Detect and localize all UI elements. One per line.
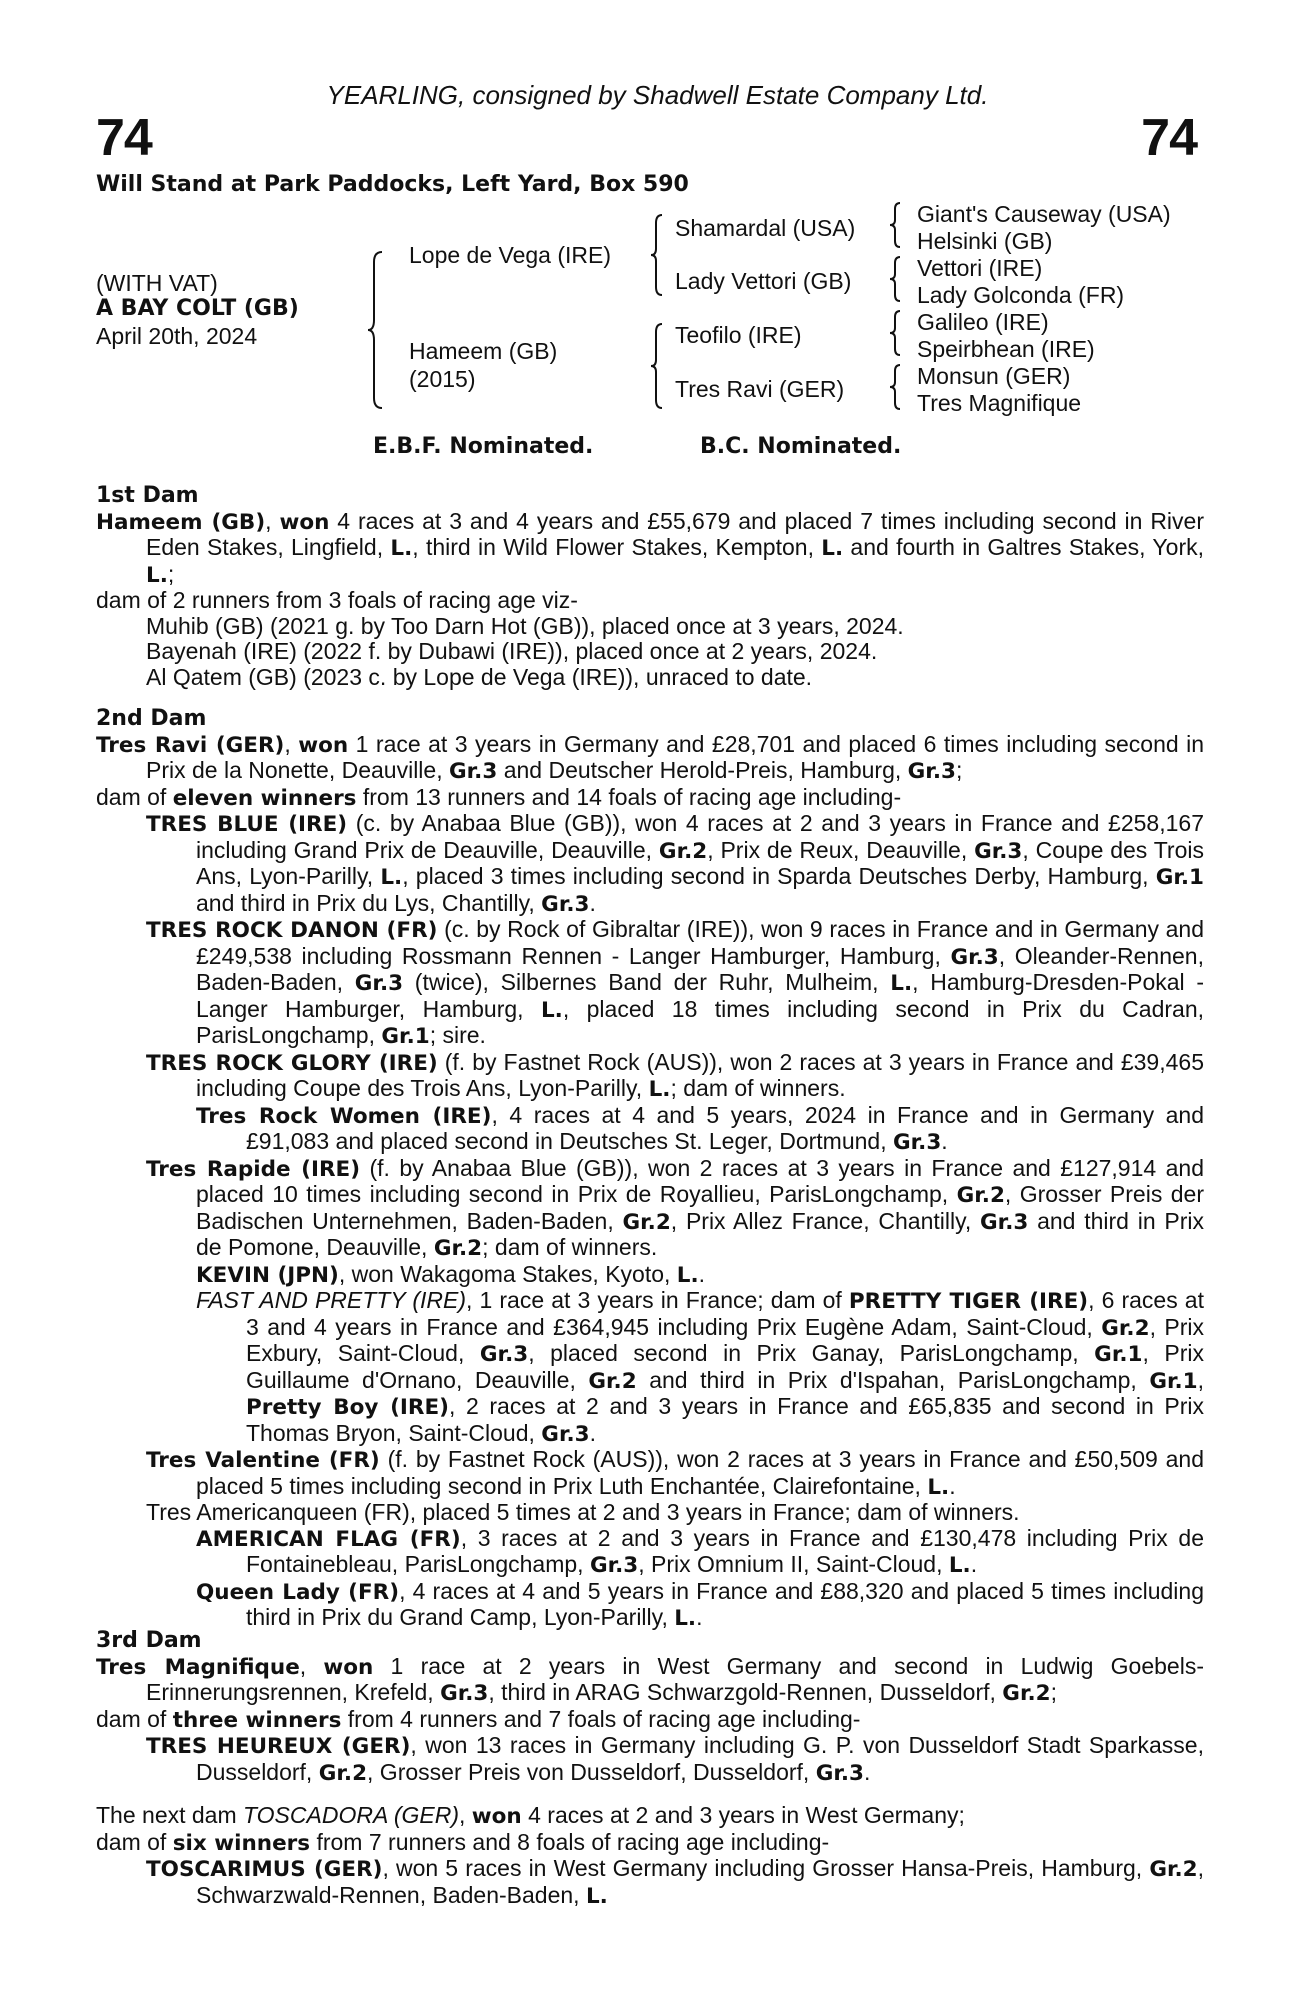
- produce-tres-rock-women: [96, 1103, 1204, 1156]
- ebf-nominated: E.B.F. Nominated.: [373, 434, 594, 459]
- horse-name: Tres Rapide (IRE): [146, 1156, 361, 1182]
- first-dam-name: Hameem (GB): [96, 509, 266, 535]
- produce-tres-blue: [96, 811, 1204, 917]
- won-label: won: [298, 732, 349, 758]
- text: .: [941, 1128, 948, 1154]
- first-dam-text: ;: [167, 560, 175, 587]
- text: , 3 races at 2 and 3 years in France and £130,478 including Prix de Fontainebleau, ParisLongchamp,: [246, 1524, 1204, 1577]
- gg-5: Galileo (IRE): [917, 309, 1049, 335]
- group-mark: Gr.3: [449, 759, 498, 784]
- produce-tres-rock-glory: [96, 1050, 1204, 1103]
- listed-mark: L.: [821, 536, 844, 561]
- text: , 4 races at 4 and 5 years, 2024 in France and in Germany and £91,083 and placed second in Deutsches St. Leger, Dortmund,: [246, 1101, 1205, 1154]
- horse-name: TRES HEUREUX (GER): [146, 1734, 411, 1759]
- third-dam-section: [96, 1628, 1204, 1786]
- listed-mark: L.: [927, 1474, 950, 1500]
- sire-name: Lope de Vega (IRE): [409, 242, 612, 268]
- first-dam-text: , third in Wild Flower Stakes, Kempton,: [412, 534, 822, 560]
- pedigree-bracket-g1: [890, 201, 906, 249]
- text: , 6 races at 3 and 4 years in France and £364,945 including Prix Eugène Adam, Saint-Cloud,: [246, 1287, 1204, 1340]
- stand-location: Will Stand at Park Paddocks, Left Yard, Box 590: [96, 172, 689, 197]
- text: , Grosser Preis von Dusseldorf, Dusseldorf,: [367, 1758, 816, 1785]
- third-dam-name: Tres Magnifique: [96, 1654, 300, 1680]
- second-dam-section: [96, 706, 1204, 1632]
- horse-name: AMERICAN FLAG (FR): [196, 1526, 461, 1552]
- text: , Coupe des Trois Ans, Lyon-Parilly,: [196, 836, 1204, 889]
- lot-number-right: 74: [1141, 109, 1197, 167]
- text: and third in Prix de Pomone, Deauville,: [196, 1207, 1204, 1260]
- text: (twice), Silbernes Band der Ruhr, Mulheim,: [403, 969, 891, 995]
- group-mark: Gr.2: [588, 1368, 637, 1394]
- text: .: [696, 1604, 703, 1630]
- group-mark: Gr.1: [1149, 1368, 1198, 1394]
- foaling-date: April 20th, 2024: [96, 323, 258, 349]
- group-mark: Gr.3: [589, 1553, 639, 1578]
- text: .: [949, 1472, 956, 1499]
- group-mark: Gr.2: [622, 1209, 671, 1235]
- text: , Prix Exbury, Saint-Cloud,: [246, 1313, 1205, 1366]
- text: , 2 races at 2 and 3 years in France and £65,835 and second in Prix Thomas Bryon, Saint-Cloud,: [246, 1393, 1204, 1446]
- text: , Schwarzwald-Rennen, Baden-Baden,: [196, 1855, 1205, 1908]
- dam-sire: Teofilo (IRE): [675, 322, 802, 348]
- text: dam of: [96, 783, 173, 810]
- group-mark: Gr.3: [541, 1421, 590, 1447]
- third-dam-heading: 3rd Dam: [96, 1628, 202, 1653]
- pedigree-bracket-g2: [890, 255, 906, 303]
- gg-1: Giant's Causeway (USA): [917, 201, 1171, 227]
- gg-4: Lady Golconda (FR): [917, 282, 1125, 308]
- group-mark: Gr.3: [815, 1760, 865, 1786]
- produce-toscarimus: [96, 1856, 1204, 1909]
- lot-number-left: 74: [96, 109, 152, 167]
- produce-tres-valentine: [96, 1447, 1204, 1500]
- group-mark: Gr.2: [1002, 1681, 1051, 1706]
- text: 1 race at 3 years in Germany and £28,701 and placed 6 times including second in Prix de la Nonette, Deauville,: [146, 730, 1205, 783]
- text: .: [970, 1551, 978, 1577]
- third-dam-summary: [96, 1707, 1204, 1734]
- text: 4 races at 2 and 3 years in West Germany;: [521, 1802, 965, 1828]
- produce-item: Bayenah (IRE) (2022 f. by Dubawi (IRE)), placed once at 2 years, 2024.: [146, 638, 878, 664]
- listed-mark: L.: [648, 1077, 671, 1102]
- produce-tres-heureux: [96, 1733, 1204, 1786]
- text: , third in ARAG Schwarzgold-Rennen, Dusseldorf,: [488, 1679, 1003, 1705]
- text: (f. by Fastnet Rock (AUS)), won 2 races at 3 years in France and £50,509 and placed 5 times including second in Prix Luth Enchantée, Clairefontaine,: [196, 1446, 1204, 1499]
- text: from 7 runners and 8 foals of racing age including-: [310, 1828, 830, 1855]
- group-mark: Gr.3: [980, 1209, 1029, 1235]
- next-dam-name: TOSCADORA (GER): [243, 1802, 459, 1828]
- text: , won 5 races in West Germany including Grosser Hansa-Preis, Hamburg,: [382, 1855, 1150, 1881]
- text: (f. by Fastnet Rock (AUS)), won 2 races at 3 years in France and £39,465 including Coupe des Trois Ans, Lyon-Parilly,: [196, 1048, 1204, 1101]
- text: .: [864, 1758, 871, 1785]
- text: .: [698, 1260, 706, 1287]
- horse-name: TRES ROCK DANON (FR): [146, 918, 438, 943]
- pedigree-bracket-g4: [890, 363, 906, 411]
- text: (c. by Rock of Gibraltar (IRE)), won 9 races in France and in Germany and £249,538 including Rossmann Rennen - Langer Hamburger, Hamburg,: [196, 916, 1204, 969]
- second-dam-heading: 2nd Dam: [96, 706, 207, 731]
- group-mark: Gr.3: [541, 891, 590, 917]
- group-mark: Gr.3: [479, 1342, 529, 1367]
- group-mark: Gr.3: [440, 1681, 489, 1706]
- text: , placed 3 times including second in Sparda Deutsches Derby, Hamburg,: [402, 863, 1156, 889]
- horse-name: TOSCARIMUS (GER): [146, 1857, 383, 1882]
- gg-8: Tres Magnifique: [917, 390, 1082, 416]
- text: .: [589, 889, 596, 916]
- group-mark: Gr.3: [354, 971, 404, 996]
- second-dam-record: Tres Ravi (GER), won 1 race at 3 years in Germany and £28,701 and placed 6 times including second in Prix de la Nonette, Deauville, Gr.3 and Deutscher Herold-Preis, Hamburg, Gr.3;: [96, 730, 1205, 784]
- horse-name: Tres Valentine (FR): [146, 1448, 380, 1473]
- text: , 1 race at 3 years in France; dam of: [466, 1287, 849, 1313]
- second-dam-name: Tres Ravi (GER): [96, 732, 285, 758]
- horse-name: KEVIN (JPN): [196, 1262, 339, 1288]
- text: , Prix Allez France, Chantilly,: [670, 1207, 981, 1234]
- listed-mark: L.: [676, 1262, 699, 1288]
- produce-item: Muhib (GB) (2021 g. by Too Darn Hot (GB)), placed once at 3 years, 2024.: [146, 612, 904, 639]
- listed-mark: L.: [674, 1606, 697, 1631]
- text: and Deutscher Herold-Preis, Hamburg,: [497, 757, 908, 783]
- listed-mark: L.: [146, 562, 168, 588]
- gg-2: Helsinki (GB): [917, 228, 1053, 254]
- dam-year: (2015): [409, 366, 476, 392]
- horse-name: Pretty Boy (IRE): [246, 1395, 449, 1420]
- produce-tres-americanqueen: Tres Americanqueen (FR), placed 5 times at 2 and 3 years in France; dam of winners.: [146, 1499, 1020, 1525]
- text: dam of: [96, 1828, 173, 1855]
- text: , Prix Guillaume d'Ornano, Deauville,: [246, 1340, 1205, 1393]
- text: , Prix de Reux, Deauville,: [707, 836, 975, 863]
- group-mark: Gr.2: [318, 1760, 368, 1786]
- third-dam-record: Tres Magnifique, won 1 race at 2 years in West Germany and second in Ludwig Goebels-Erinnerungsrennen, Krefeld, Gr.3, third in ARAG Schwarzgold-Rennen, Dusseldorf, Gr.2;: [96, 1652, 1204, 1706]
- gg-6: Speirbhean (IRE): [917, 336, 1095, 362]
- group-mark: Gr.2: [956, 1183, 1005, 1208]
- text: from 13 runners and 14 foals of racing age including-: [356, 783, 902, 810]
- first-dam-heading: 1st Dam: [96, 483, 199, 508]
- group-mark: Gr.1: [381, 1024, 430, 1049]
- produce-tres-rock-danon: [96, 917, 1204, 1050]
- listed-mark: L.: [890, 971, 913, 996]
- vat-note: (WITH VAT): [96, 270, 218, 296]
- first-dam-text: 4 races at 3 and 4 years and £55,679 and placed 7 times including second in River Eden Stakes, Lingfield,: [146, 507, 1204, 560]
- text: ;: [955, 757, 963, 783]
- next-dam-section: [96, 1803, 1204, 1909]
- produce-queen-lady: [96, 1579, 1204, 1632]
- pedigree-bracket-main: [370, 250, 390, 410]
- gg-7: Monsun (GER): [917, 363, 1071, 389]
- gg-3: Vettori (IRE): [917, 255, 1043, 281]
- next-dam-record: The next dam TOSCADORA (GER), won 4 races at 2 and 3 years in West Germany;: [96, 1802, 965, 1829]
- group-mark: Gr.3: [950, 944, 999, 970]
- horse-name: FAST AND PRETTY (IRE): [196, 1287, 467, 1313]
- text: (c. by Anabaa Blue (GB)), won 4 races at 2 and 3 years in France and £258,167 including Grand Prix de Deauville, Deauville,: [196, 810, 1204, 863]
- dam-dam: Tres Ravi (GER): [675, 376, 845, 402]
- horse-name: TRES ROCK GLORY (IRE): [146, 1050, 438, 1076]
- pedigree-bracket-dam: [652, 322, 670, 410]
- text: (f. by Anabaa Blue (GB)), won 2 races at 3 years in France and £127,914 and placed 10 times including second in Prix de Royallieu, ParisLongchamp,: [196, 1154, 1204, 1207]
- group-mark: Gr.3: [907, 759, 956, 784]
- winners-count: six winners: [172, 1830, 311, 1856]
- horse-name: PRETTY TIGER (IRE): [848, 1289, 1089, 1314]
- group-mark: Gr.2: [658, 838, 708, 864]
- listed-mark: L.: [948, 1553, 971, 1578]
- group-mark: Gr.1: [1155, 865, 1204, 890]
- produce-item: Al Qatem (GB) (2023 c. by Lope de Vega (IRE)), unraced to date.: [146, 663, 813, 690]
- text: ;: [1050, 1679, 1057, 1705]
- listed-mark: L.: [390, 536, 413, 561]
- produce-tres-rapide: [96, 1156, 1204, 1262]
- consignor-subtitle: YEARLING, consigned by Shadwell Estate Company Ltd.: [326, 80, 989, 110]
- produce-american-flag: [96, 1526, 1204, 1579]
- text: , won 13 races in Germany including G. P. von Dusseldorf Stadt Sparkasse, Dusseldorf,: [196, 1732, 1204, 1785]
- won-label: won: [323, 1654, 374, 1680]
- text: The next dam: [96, 1802, 244, 1828]
- text: , placed second in Prix Ganay, ParisLongchamp,: [528, 1340, 1095, 1366]
- text: dam of: [96, 1705, 173, 1732]
- next-dam-summary: [96, 1830, 1204, 1857]
- horse-name: Queen Lady (FR): [196, 1579, 400, 1605]
- horse-name: TRES BLUE (IRE): [146, 812, 348, 837]
- text: , placed 18 times including second in Prix du Cadran, ParisLongchamp,: [196, 995, 1204, 1048]
- produce-kevin: [96, 1262, 1204, 1289]
- text: ; dam of winners.: [670, 1075, 846, 1101]
- first-dam-section: [96, 483, 1204, 690]
- text: , won Wakagoma Stakes, Kyoto,: [338, 1260, 677, 1287]
- pedigree-bracket-g3: [890, 309, 906, 357]
- winners-count: three winners: [172, 1707, 342, 1733]
- group-mark: Gr.3: [892, 1130, 942, 1155]
- produce-fast-and-pretty: [96, 1288, 1204, 1447]
- sire-dam: Lady Vettori (GB): [675, 268, 852, 294]
- sire-sire: Shamardal (USA): [675, 215, 856, 241]
- dam-name: Hameem (GB): [409, 338, 558, 364]
- first-dam-won: won: [279, 509, 330, 535]
- group-mark: Gr.1: [1094, 1342, 1143, 1367]
- first-dam-record: Hameem (GB), won 4 races at 3 and 4 years and £55,679 and placed 7 times including second in River Eden Stakes, Lingfield, L., third in Wild Flower Stakes, Kempton, L. and fourth in Galtres Stakes, York, L.;: [96, 507, 1204, 588]
- text: and third in Prix du Lys, Chantilly,: [196, 889, 542, 916]
- group-mark: Gr.2: [1101, 1315, 1150, 1341]
- text: .: [589, 1419, 596, 1446]
- horse-name: A BAY COLT (GB): [96, 296, 299, 321]
- text: ,: [1197, 1366, 1205, 1393]
- text: , 4 races at 4 and 5 years in France and £88,320 and placed 5 times including third in Prix du Grand Camp, Lyon-Parilly,: [246, 1577, 1204, 1630]
- listed-mark: L.: [380, 865, 403, 890]
- winners-count: eleven winners: [172, 785, 357, 811]
- text: , Oleander-Rennen, Baden-Baden,: [196, 942, 1204, 995]
- second-dam-summary: [96, 785, 1204, 812]
- text: 1 race at 2 years in West Germany and second in Ludwig Goebels-Erinnerungsrennen, Krefeld,: [146, 1652, 1204, 1705]
- bc-nominated: B.C. Nominated.: [700, 434, 902, 459]
- listed-mark: L.: [585, 1883, 608, 1909]
- won-label: won: [471, 1804, 522, 1829]
- listed-mark: L.: [540, 997, 563, 1023]
- pedigree-bracket-sire: [652, 213, 670, 297]
- text: and third in Prix d'Ispahan, ParisLongchamp,: [636, 1366, 1150, 1393]
- group-mark: Gr.3: [974, 838, 1023, 864]
- text: from 4 runners and 7 foals of racing age including-: [341, 1705, 861, 1732]
- text: , Hamburg-Dresden-Pokal - Langer Hamburger, Hamburg,: [196, 969, 1205, 1022]
- group-mark: Gr.2: [433, 1236, 483, 1261]
- horse-name: Tres Rock Women (IRE): [196, 1103, 492, 1129]
- first-dam-text: and fourth in Galtres Stakes, York,: [843, 534, 1204, 560]
- first-dam-summary: dam of 2 runners from 3 foals of racing age viz-: [96, 587, 578, 613]
- text: , Grosser Preis der Badischen Unternehmen, Baden-Baden,: [196, 1181, 1205, 1234]
- text: , Prix Omnium II, Saint-Cloud,: [638, 1551, 949, 1577]
- group-mark: Gr.2: [1149, 1857, 1198, 1882]
- text: ; sire.: [429, 1022, 486, 1048]
- text: ; dam of winners.: [482, 1234, 658, 1260]
